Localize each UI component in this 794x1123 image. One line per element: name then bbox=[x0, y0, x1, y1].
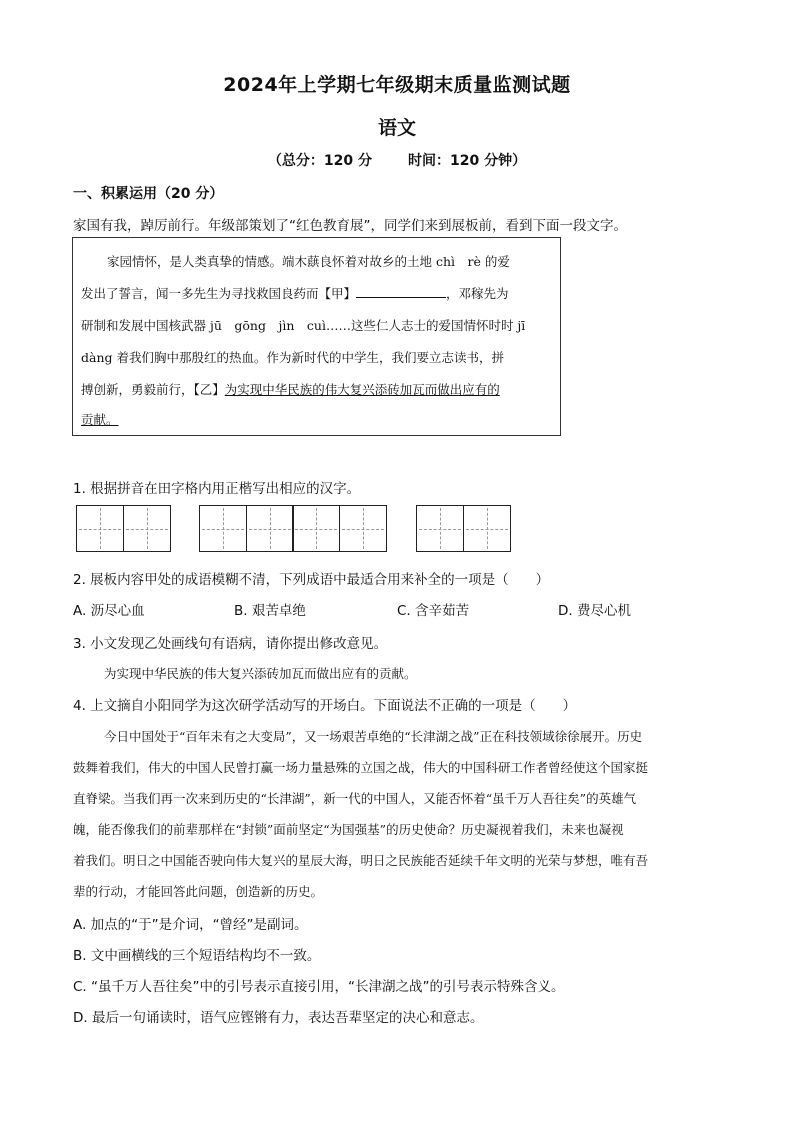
q2-option-d[interactable]: D. 费尽心机 bbox=[558, 603, 631, 619]
box-line-5 bbox=[81, 380, 551, 398]
passage-line-4: 魄，能否像我们的前辈那样在“封锁”面前坚定“为国强基”的历史使命？历史凝视着我们，未来也凝视 bbox=[73, 822, 624, 837]
section-heading: 一、积累运用（20 分） bbox=[73, 186, 224, 202]
exam-title: 2024年上学期七年级期末质量监测试题 bbox=[223, 74, 571, 96]
tianzige-cell[interactable] bbox=[292, 505, 340, 552]
q3-quoted-sentence: 为实现中华民族的伟大复兴添砖加瓦而做出应有的贡献。 bbox=[104, 666, 417, 681]
q2-option-c[interactable]: C. 含辛茹苦 bbox=[397, 603, 470, 619]
question-1: 1. 根据拼音在田字格内用正楷写出相应的汉字。 bbox=[73, 481, 361, 497]
box-line-3: 研制和发展中国核武器 jū gōng jìn cuì……这些仁人志士的爱国情怀时时 jī bbox=[81, 318, 526, 333]
q4-option-b[interactable]: B. 文中画横线的三个短语结构均不一致。 bbox=[73, 948, 321, 964]
total-score: （总分：120 分 bbox=[267, 153, 372, 169]
exam-time: 时间：120 分钟） bbox=[408, 153, 527, 169]
box-line-2-end: ，邓稼先为 bbox=[446, 286, 509, 301]
box-line-2 bbox=[81, 284, 551, 302]
tianzige-cell[interactable] bbox=[123, 505, 171, 552]
passage-line-5: 着我们。明日之中国能否驶向伟大复兴的星辰大海，明日之民族能否延续千年文明的光荣与梦想，唯有吾 bbox=[73, 853, 649, 868]
box-line-5-text: 搏创新，勇毅前行，【乙】 bbox=[81, 382, 225, 397]
question-2: 2. 展板内容甲处的成语模糊不清，下列成语中最适合用来补全的一项是（ ） bbox=[73, 572, 550, 588]
tianzige-group-1 bbox=[76, 505, 171, 552]
q4-option-a[interactable]: A. 加点的“于”是介词，“曾经”是副词。 bbox=[73, 917, 308, 933]
box-line-6: 贡献。 bbox=[81, 412, 119, 427]
passage-line-2: 鼓舞着我们，伟大的中国人民曾打赢一场力量悬殊的立国之战，伟大的中国科研工作者曾经使这个国家挺 bbox=[73, 760, 649, 775]
exhibit-text-box bbox=[72, 237, 561, 436]
underlined-sentence-yi: 为实现中华民族的伟大复兴添砖加瓦而做出应有的 bbox=[224, 382, 500, 397]
question-3: 3. 小文发现乙处画线句有语病，请你提出修改意见。 bbox=[73, 636, 388, 652]
subject-title: 语文 bbox=[377, 117, 416, 139]
tianzige-group-3 bbox=[416, 505, 511, 552]
tianzige-cell[interactable] bbox=[199, 505, 247, 552]
q2-option-a[interactable]: A. 沥尽心血 bbox=[73, 603, 145, 619]
tianzige-group-2 bbox=[199, 505, 387, 552]
tianzige-cell[interactable] bbox=[463, 505, 511, 552]
passage-line-3: 直脊梁。当我们再一次来到历史的“长津湖”，新一代的中国人，又能否怀着“虽千万人吾往矣”的英雄气 bbox=[73, 791, 637, 806]
tianzige-cell[interactable] bbox=[246, 505, 294, 552]
exam-meta bbox=[0, 150, 794, 170]
passage-line-1: 今日中国处于“百年未有之大变局”，又一场艰苦卓绝的“长津湖之战”正在科技领域徐徐展开。历史 bbox=[104, 729, 643, 744]
section-intro: 家国有我，踔厉前行。年级部策划了“红色教育展”，同学们来到展板前，看到下面一段文字。 bbox=[73, 218, 627, 234]
box-line-2-text: 发出了誓言，闻一多先生为寻找救国良药而【甲】 bbox=[81, 286, 357, 301]
q4-option-c[interactable]: C. “虽千万人吾往矣”中的引号表示直接引用，“长津湖之战”的引号表示特殊含义。 bbox=[73, 979, 565, 995]
passage-line-6: 辈的行动，才能回答此问题，创造新的历史。 bbox=[73, 884, 324, 899]
box-line-4: dàng 着我们胸中那殷红的热血。作为新时代的中学生，我们要立志读书，拼 bbox=[81, 350, 504, 365]
q4-option-d[interactable]: D. 最后一句诵读时，语气应铿锵有力，表达吾辈坚定的决心和意志。 bbox=[73, 1010, 484, 1026]
tianzige-cell[interactable] bbox=[339, 505, 387, 552]
question-4: 4. 上文摘自小阳同学为这次研学活动写的开场白。下面说法不正确的一项是（ ） bbox=[73, 698, 577, 714]
q2-option-b[interactable]: B. 艰苦卓绝 bbox=[234, 603, 306, 619]
blank-jia[interactable] bbox=[356, 285, 446, 298]
box-line-1: 家园情怀，是人类真挚的情感。端木蕻良怀着对故乡的土地 chì rè 的爱 bbox=[107, 254, 510, 269]
tianzige-cell[interactable] bbox=[76, 505, 124, 552]
tianzige-cell[interactable] bbox=[416, 505, 464, 552]
